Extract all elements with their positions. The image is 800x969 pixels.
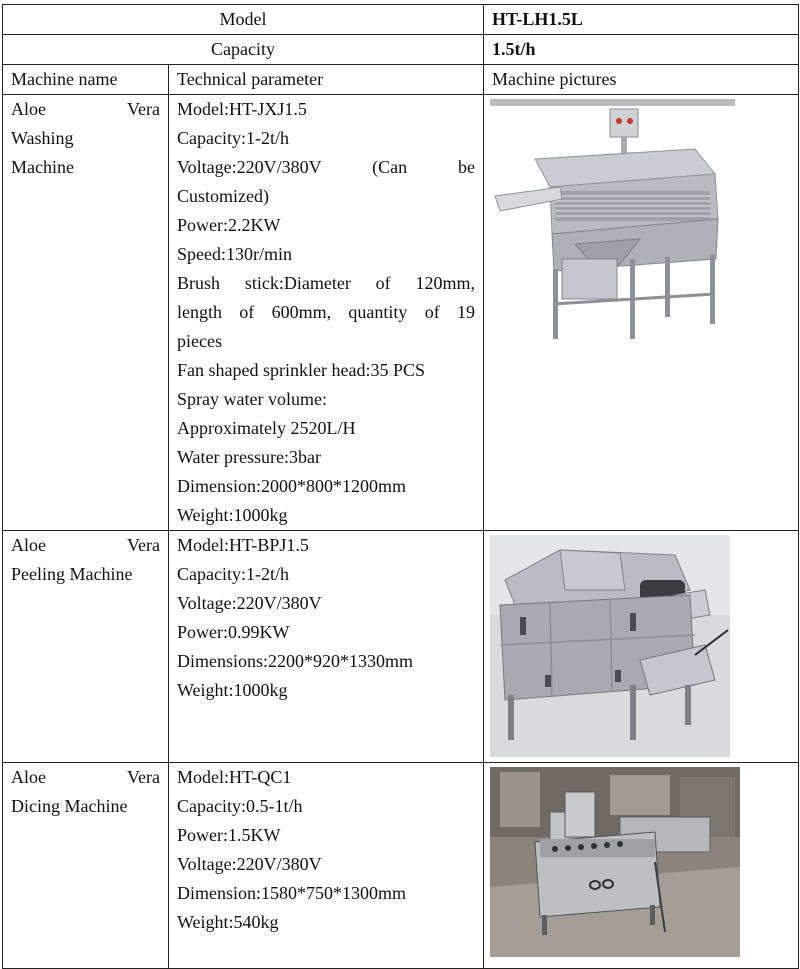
param-line: Dimensions:2200*920*1330mm xyxy=(177,651,414,671)
param-line: Voltage:220V/380V xyxy=(177,854,322,874)
param-line: Voltage:220V/380V xyxy=(177,593,322,613)
param-line: Weight:1000kg xyxy=(177,505,288,525)
machine-name-line: Dicing Machine xyxy=(11,796,128,816)
washing-machine-image xyxy=(490,99,735,349)
parameter-cell xyxy=(169,531,484,763)
param-line: Speed:130r/min xyxy=(177,244,292,264)
param-line: Power:1.5KW xyxy=(177,825,281,845)
machine-name-cell xyxy=(3,531,169,763)
param-line: Dimension:2000*800*1200mm xyxy=(177,476,406,496)
machine-name-cell xyxy=(3,95,169,531)
machine-name-cell xyxy=(3,763,169,969)
param-line: Power:0.99KW xyxy=(177,622,290,642)
capacity-row xyxy=(3,35,799,65)
peeling-machine-image xyxy=(490,535,730,757)
capacity-value: 1.5t/h xyxy=(484,35,799,65)
machine-picture-cell xyxy=(484,763,799,969)
param-line: Brush stick:Diameter of 120mm, xyxy=(177,273,475,293)
machine-name-line: Machine xyxy=(11,157,74,177)
parameter-cell xyxy=(169,95,484,531)
param-line: Water pressure:3bar xyxy=(177,447,321,467)
machine-picture-cell xyxy=(484,531,799,763)
param-line: length of 600mm, quantity of 19 xyxy=(177,302,475,322)
param-line: Dimension:1580*750*1300mm xyxy=(177,883,406,903)
model-label: Model xyxy=(3,5,484,35)
param-line: Power:2.2KW xyxy=(177,215,281,235)
param-line: Model:HT-BPJ1.5 xyxy=(177,535,309,555)
capacity-label: Capacity xyxy=(3,35,484,65)
param-line: Weight:540kg xyxy=(177,912,279,932)
param-line: Customized) xyxy=(177,186,269,206)
param-line: Capacity:0.5-1t/h xyxy=(177,796,303,816)
col-header-technical-parameter: Technical parameter xyxy=(169,65,484,95)
machine-name-line: Aloe Vera xyxy=(11,535,160,555)
col-header-machine-pictures: Machine pictures xyxy=(484,65,799,95)
machine-name-line: Aloe Vera xyxy=(11,767,160,787)
param-line: Approximately 2520L/H xyxy=(177,418,356,438)
spec-table xyxy=(2,4,799,969)
param-line: Capacity:1-2t/h xyxy=(177,564,289,584)
param-line: Model:HT-QC1 xyxy=(177,767,292,787)
col-header-machine-name: Machine name xyxy=(3,65,169,95)
parameter-cell xyxy=(169,763,484,969)
machine-name-line: Aloe Vera xyxy=(11,99,160,119)
table-row-peeling xyxy=(3,531,799,763)
column-header-row xyxy=(3,65,799,95)
param-line: Fan shaped sprinkler head:35 PCS xyxy=(177,360,425,380)
param-line: Weight:1000kg xyxy=(177,680,288,700)
param-line: Voltage:220V/380V (Can be xyxy=(177,157,475,177)
model-row xyxy=(3,5,799,35)
table-row-washing xyxy=(3,95,799,531)
model-value: HT-LH1.5L xyxy=(484,5,799,35)
dicing-machine-image xyxy=(490,767,740,957)
param-line: pieces xyxy=(177,331,222,351)
param-line: Capacity:1-2t/h xyxy=(177,128,289,148)
machine-picture-cell xyxy=(484,95,799,531)
machine-name-line: Peeling Machine xyxy=(11,564,133,584)
machine-name-line: Washing xyxy=(11,128,74,148)
param-line: Spray water volume: xyxy=(177,389,327,409)
table-row-dicing xyxy=(3,763,799,969)
param-line: Model:HT-JXJ1.5 xyxy=(177,99,307,119)
